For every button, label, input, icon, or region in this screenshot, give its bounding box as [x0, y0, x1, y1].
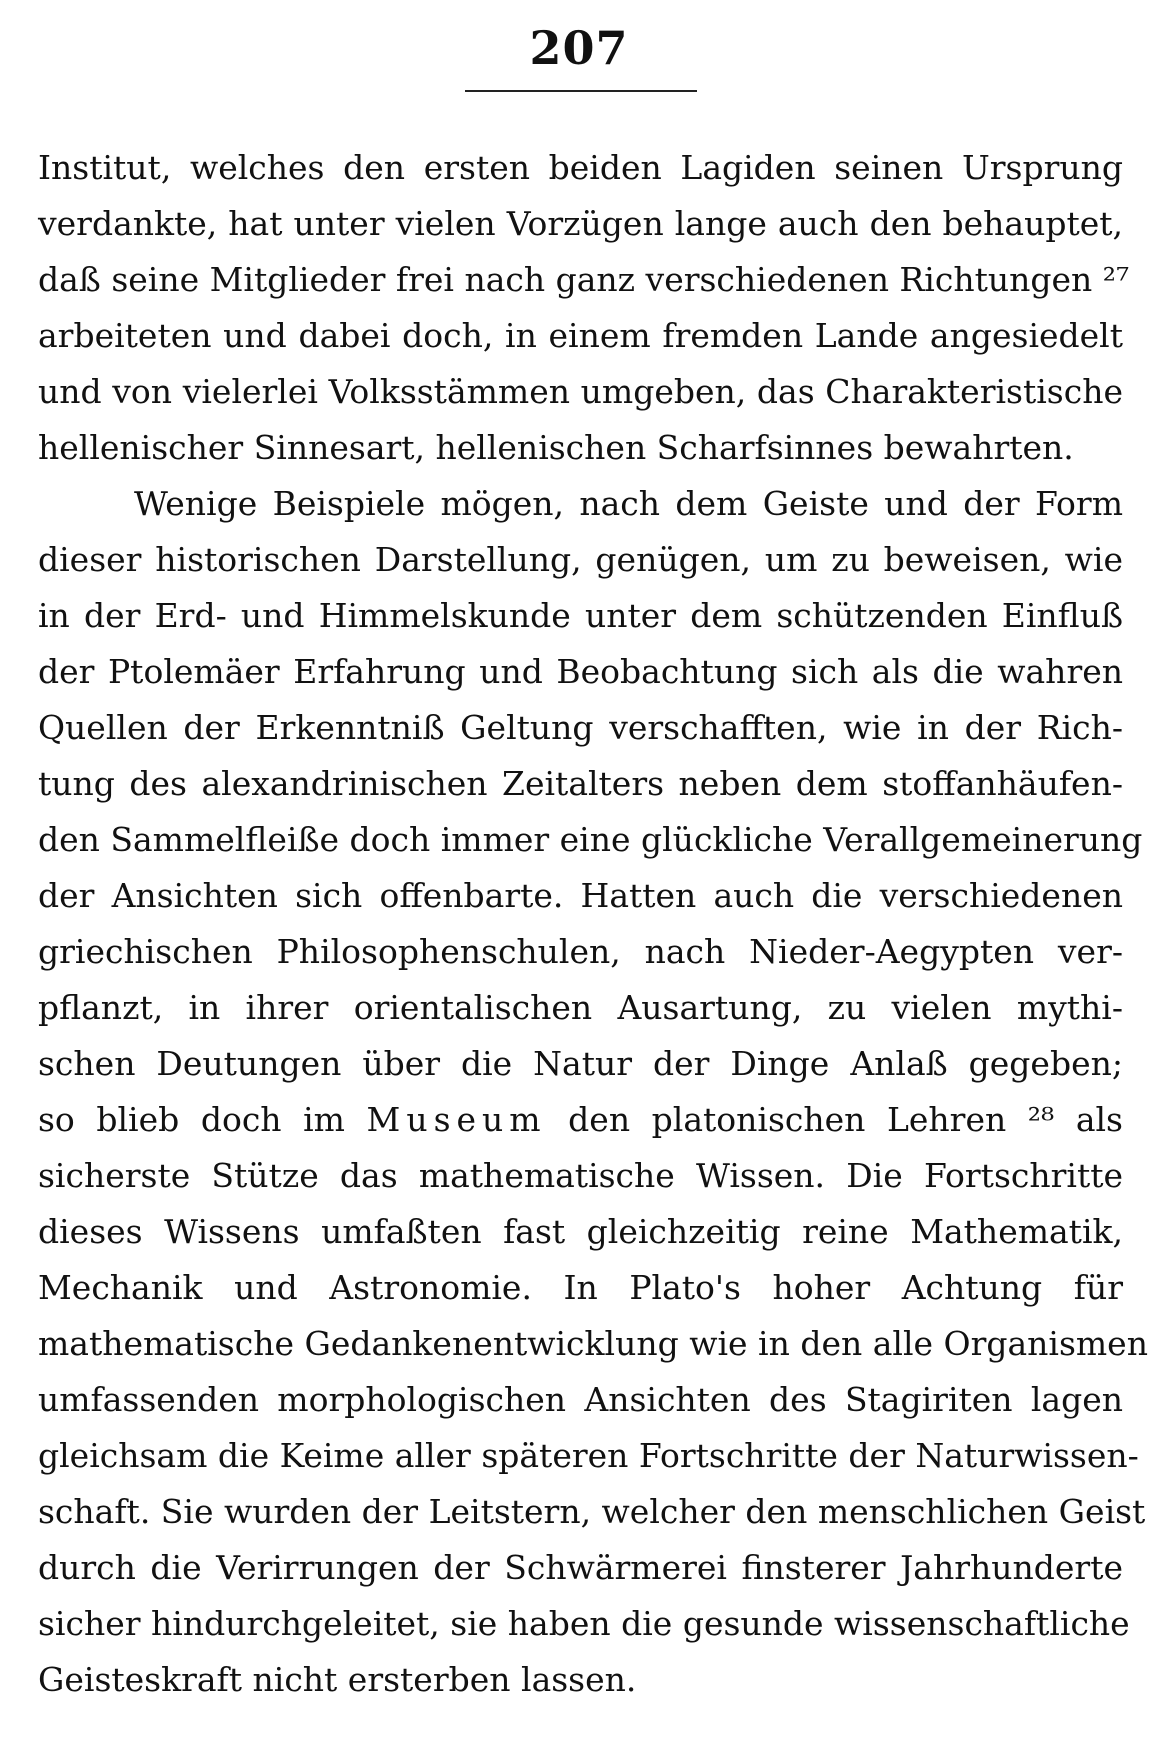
text-line: tung des alexandrinischen Zeitalters neben dem stoffanhäufen-: [38, 764, 1123, 803]
body-text: [38, 140, 1148, 1708]
text-line: verdankte, hat unter vielen Vorzügen lange auch den behauptet,: [38, 204, 1123, 243]
text-line: daß seine Mitglieder frei nach ganz verschiedenen Richtungen ²⁷: [38, 260, 1130, 299]
text-line: und von vielerlei Volksstämmen umgeben, das Charakteristische: [38, 372, 1123, 411]
text-line: arbeiteten und dabei doch, in einem fremden Lande angesiedelt: [38, 316, 1123, 355]
text-line: mathematische Gedankenentwicklung wie in den alle Organismen: [38, 1324, 1148, 1363]
text-segment: so blieb doch im: [38, 1100, 367, 1139]
header-rule: [465, 90, 697, 92]
text-line: pflanzt, in ihrer orientalischen Ausartung, zu vielen mythi-: [38, 988, 1123, 1027]
text-line: durch die Verirrungen der Schwärmerei finsterer Jahrhunderte: [38, 1548, 1123, 1587]
emphasized-word: Museum: [366, 1100, 547, 1139]
text-line: der Ptolemäer Erfahrung und Beobachtung sich als die wahren: [38, 652, 1123, 691]
text-line: sicherste Stütze das mathematische Wissen. Die Fortschritte: [38, 1156, 1123, 1195]
text-line: der Ansichten sich offenbarte. Hatten auch die verschiedenen: [38, 876, 1123, 915]
text-line: Wenige Beispiele mögen, nach dem Geiste und der Form: [134, 484, 1123, 523]
page-number: 207: [529, 21, 629, 75]
text-line: dieser historischen Darstellung, genügen, um zu beweisen, wie: [38, 540, 1123, 579]
text-line: gleichsam die Keime aller späteren Fortschritte der Naturwissen-: [38, 1436, 1139, 1475]
text-line: schen Deutungen über die Natur der Dinge Anlaß gegeben;: [38, 1044, 1123, 1083]
text-line: dieses Wissens umfaßten fast gleichzeitig reine Mathematik,: [38, 1212, 1123, 1251]
text-line: den Sammelfleiße doch immer eine glückliche Verallgemeinerung: [38, 820, 1143, 859]
text-line-museum: [38, 1092, 1123, 1148]
text-line: Geisteskraft nicht ersterben lassen.: [38, 1660, 637, 1699]
text-line: griechischen Philosophenschulen, nach Nieder-Aegypten ver-: [38, 932, 1123, 971]
text-line: Mechanik und Astronomie. In Plato's hoher Achtung für: [38, 1268, 1123, 1307]
text-segment: den platonischen Lehren ²⁸ als: [546, 1100, 1123, 1139]
text-line: Quellen der Erkenntniß Geltung verschafften, wie in der Rich-: [38, 708, 1123, 747]
text-line: umfassenden morphologischen Ansichten des Stagiriten lagen: [38, 1380, 1123, 1419]
text-line: hellenischer Sinnesart, hellenischen Scharfsinnes bewahrten.: [38, 428, 1074, 467]
text-line: schaft. Sie wurden der Leitstern, welcher den menschlichen Geist: [38, 1492, 1146, 1531]
text-line: Institut, welches den ersten beiden Lagiden seinen Ursprung: [38, 148, 1123, 187]
text-line: sicher hindurchgeleitet, sie haben die gesunde wissenschaftliche: [38, 1604, 1130, 1643]
text-line: in der Erd- und Himmelskunde unter dem schützenden Einfluß: [38, 596, 1123, 635]
